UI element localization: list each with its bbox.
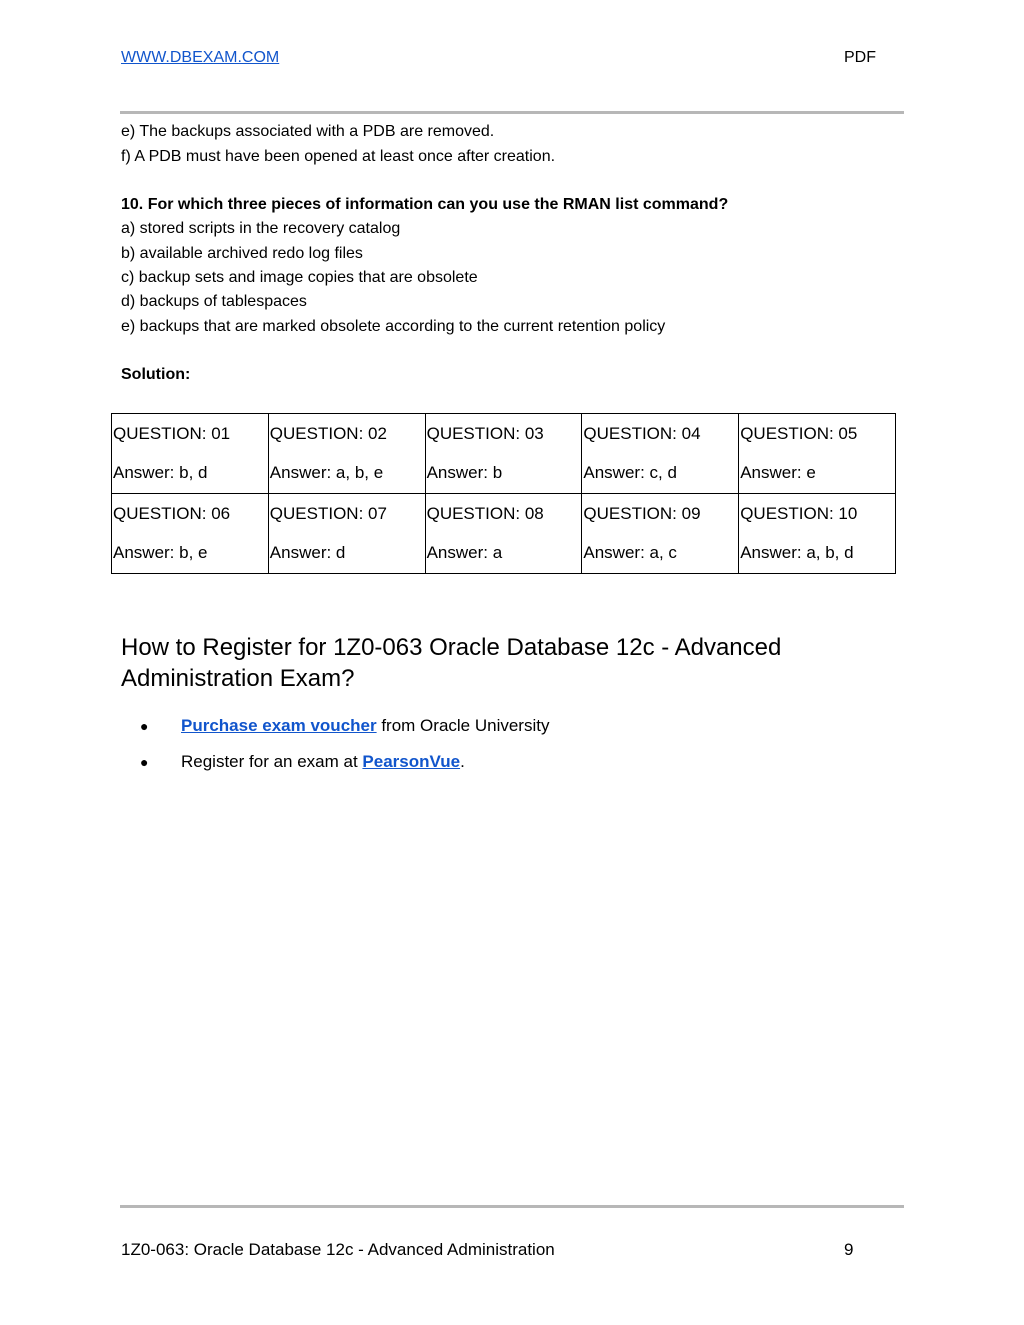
list-item-suffix: . bbox=[460, 752, 465, 771]
answer-cell: QUESTION: 06 Answer: b, e bbox=[112, 494, 269, 574]
question-title: 10. For which three pieces of information can you use the RMAN list command? bbox=[121, 196, 729, 213]
bullet-icon: ● bbox=[140, 718, 149, 734]
answer-cell: QUESTION: 02 Answer: a, b, e bbox=[268, 414, 425, 494]
option: a) stored scripts in the recovery catalog bbox=[121, 220, 401, 237]
option: d) backups of tablespaces bbox=[121, 293, 307, 310]
answer-cell: QUESTION: 05 Answer: e bbox=[739, 414, 896, 494]
answer-cell: QUESTION: 01 Answer: b, d bbox=[112, 414, 269, 494]
answer-cell: QUESTION: 08 Answer: a bbox=[425, 494, 582, 574]
site-link[interactable]: WWW.DBEXAM.COM bbox=[121, 49, 280, 66]
list-item-text: Register for an exam at bbox=[181, 752, 363, 771]
answer-cell: QUESTION: 04 Answer: c, d bbox=[582, 414, 739, 494]
text-line: f) A PDB must have been opened at least once after creation. bbox=[121, 148, 556, 165]
header-divider bbox=[120, 111, 904, 114]
table-row bbox=[112, 414, 896, 494]
footer-title: 1Z0-063: Oracle Database 12c - Advanced Administration bbox=[121, 1240, 555, 1259]
answer-table bbox=[111, 413, 896, 574]
table-row bbox=[112, 494, 896, 574]
option: c) backup sets and image copies that are obsolete bbox=[121, 269, 478, 286]
footer-divider bbox=[120, 1205, 904, 1208]
pearsonvue-link[interactable]: PearsonVue bbox=[362, 752, 461, 771]
page-number: 9 bbox=[844, 1240, 854, 1259]
answer-cell: QUESTION: 03 Answer: b bbox=[425, 414, 582, 494]
option: e) backups that are marked obsolete according to the current retention policy bbox=[121, 318, 666, 335]
text-line: e) The backups associated with a PDB are removed. bbox=[121, 123, 495, 140]
option: b) available archived redo log files bbox=[121, 245, 363, 262]
register-heading: How to Register for 1Z0-063 Oracle Database 12c - Advanced Administration Exam? bbox=[121, 634, 782, 692]
purchase-voucher-link[interactable]: Purchase exam voucher bbox=[181, 716, 377, 735]
answer-cell: QUESTION: 07 Answer: d bbox=[268, 494, 425, 574]
list-item-text: from Oracle University bbox=[376, 716, 550, 735]
bullet-icon: ● bbox=[140, 754, 149, 770]
solution-label: Solution: bbox=[121, 366, 191, 383]
answer-cell: QUESTION: 09 Answer: a, c bbox=[582, 494, 739, 574]
format-label: PDF bbox=[844, 49, 876, 66]
answer-cell: QUESTION: 10 Answer: a, b, d bbox=[739, 494, 896, 574]
